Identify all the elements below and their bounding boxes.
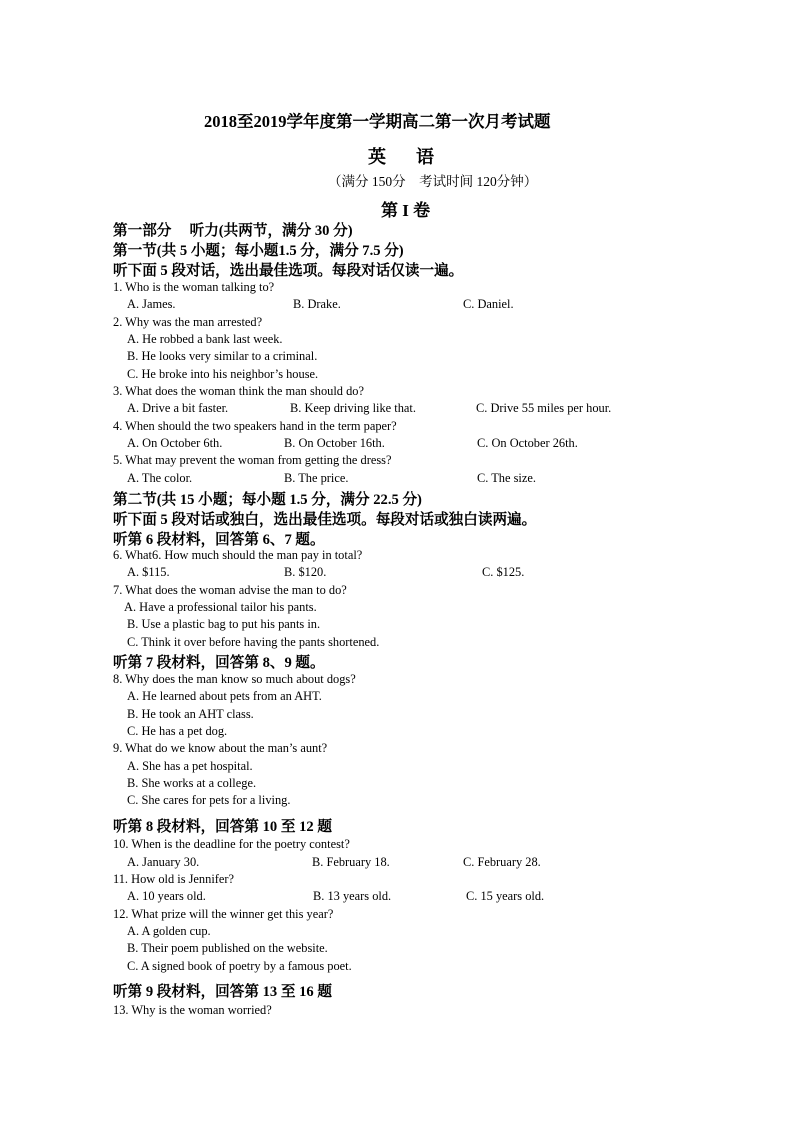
question-4-option-c: C. On October 26th. — [477, 436, 578, 450]
question-5-option-b: B. The price. — [284, 471, 349, 485]
question-7-option-a: A. Have a professional tailor his pants. — [124, 600, 317, 614]
question-4-stem: 4. When should the two speakers hand in the term paper? — [113, 419, 397, 433]
question-8-stem: 8. Why does the man know so much about dogs? — [113, 672, 356, 686]
question-5-option-a: A. The color. — [127, 471, 193, 485]
question-7-stem: 7. What does the woman advise the man to do? — [113, 583, 347, 597]
question-13-stem: 13. Why is the woman worried? — [113, 1003, 272, 1017]
question-6-stem: 6. What6. How much should the man pay in total? — [113, 548, 363, 562]
question-12-option-b: B. Their poem published on the website. — [127, 941, 328, 955]
question-12-option-c: C. A signed book of poetry by a famous poet. — [127, 959, 352, 973]
question-11-option-a: A. 10 years old. — [127, 889, 206, 903]
question-12-option-a: A. A golden cup. — [127, 924, 211, 938]
question-11-option-c: C. 15 years old. — [466, 889, 545, 903]
section1-heading: 第一节(共 5 小题；每小题1.5 分，满分 7.5 分) — [113, 243, 404, 259]
question-6-option-c: C. $125. — [482, 565, 525, 579]
question-12-stem: 12. What prize will the winner get this year? — [113, 907, 334, 921]
question-10-option-c: C. February 28. — [463, 855, 541, 869]
question-1-stem: 1. Who is the woman talking to? — [113, 280, 275, 294]
question-1-option-a: A. James. — [127, 297, 176, 311]
question-2-stem: 2. Why was the man arrested? — [113, 315, 263, 329]
volume-label: 第 I 卷 — [381, 201, 431, 220]
question-8-option-c: C. He has a pet dog. — [127, 724, 228, 738]
question-6-option-b: B. $120. — [284, 565, 327, 579]
question-1-option-c: C. Daniel. — [463, 297, 514, 311]
question-10-option-b: B. February 18. — [312, 855, 390, 869]
subject-char-2: 语 — [416, 147, 434, 167]
question-2-option-a: A. He robbed a bank last week. — [127, 332, 283, 346]
section2-instruction: 听下面 5 段对话或独白，选出最佳选项。每段对话或独白读两遍。 — [113, 512, 537, 528]
material-9-heading: 听第 9 段材料，回答第 13 至 16 题 — [113, 984, 332, 1000]
question-5-option-c: C. The size. — [477, 471, 536, 485]
question-9-option-c: C. She cares for pets for a living. — [127, 793, 291, 807]
question-3-option-a: A. Drive a bit faster. — [127, 401, 229, 415]
question-4-option-b: B. On October 16th. — [284, 436, 385, 450]
question-3-option-c: C. Drive 55 miles per hour. — [476, 401, 612, 415]
exam-title: 2018至2019学年度第一学期高二第一次月考试题 — [204, 112, 551, 131]
question-2-option-c: C. He broke into his neighbor’s house. — [127, 367, 319, 381]
question-8-option-a: A. He learned about pets from an AHT. — [127, 689, 322, 703]
material-6-heading: 听第 6 段材料，回答第 6、7 题。 — [113, 532, 325, 548]
question-9-option-a: A. She has a pet hospital. — [127, 759, 253, 773]
section2-heading: 第二节(共 15 小题；每小题 1.5 分，满分 22.5 分) — [113, 492, 422, 508]
section1-instruction: 听下面 5 段对话，选出最佳选项。每段对话仅读一遍。 — [113, 263, 464, 279]
question-3-option-b: B. Keep driving like that. — [290, 401, 416, 415]
question-8-option-b: B. He took an AHT class. — [127, 707, 254, 721]
subject-char-1: 英 — [368, 147, 386, 167]
material-8-heading: 听第 8 段材料，回答第 10 至 12 题 — [113, 819, 332, 835]
question-9-option-b: B. She works at a college. — [127, 776, 257, 790]
question-7-option-b: B. Use a plastic bag to put his pants in. — [127, 617, 321, 631]
question-5-stem: 5. What may prevent the woman from getting the dress? — [113, 453, 392, 467]
question-3-stem: 3. What does the woman think the man should do? — [113, 384, 364, 398]
question-2-option-b: B. He looks very similar to a criminal. — [127, 349, 318, 363]
question-10-stem: 10. When is the deadline for the poetry contest? — [113, 837, 350, 851]
question-1-option-b: B. Drake. — [293, 297, 341, 311]
question-11-option-b: B. 13 years old. — [313, 889, 392, 903]
part1-heading: 第一部分 听力(共两节，满分 30 分) — [113, 223, 353, 239]
question-10-option-a: A. January 30. — [127, 855, 200, 869]
question-7-option-c: C. Think it over before having the pants shortened. — [127, 635, 380, 649]
material-7-heading: 听第 7 段材料，回答第 8、9 题。 — [113, 655, 325, 671]
question-4-option-a: A. On October 6th. — [127, 436, 223, 450]
question-6-option-a: A. $115. — [127, 565, 170, 579]
question-11-stem: 11. How old is Jennifer? — [113, 872, 235, 886]
score-time-info: （满分 150分 考试时间 120分钟） — [328, 174, 538, 189]
question-9-stem: 9. What do we know about the man’s aunt? — [113, 741, 328, 755]
